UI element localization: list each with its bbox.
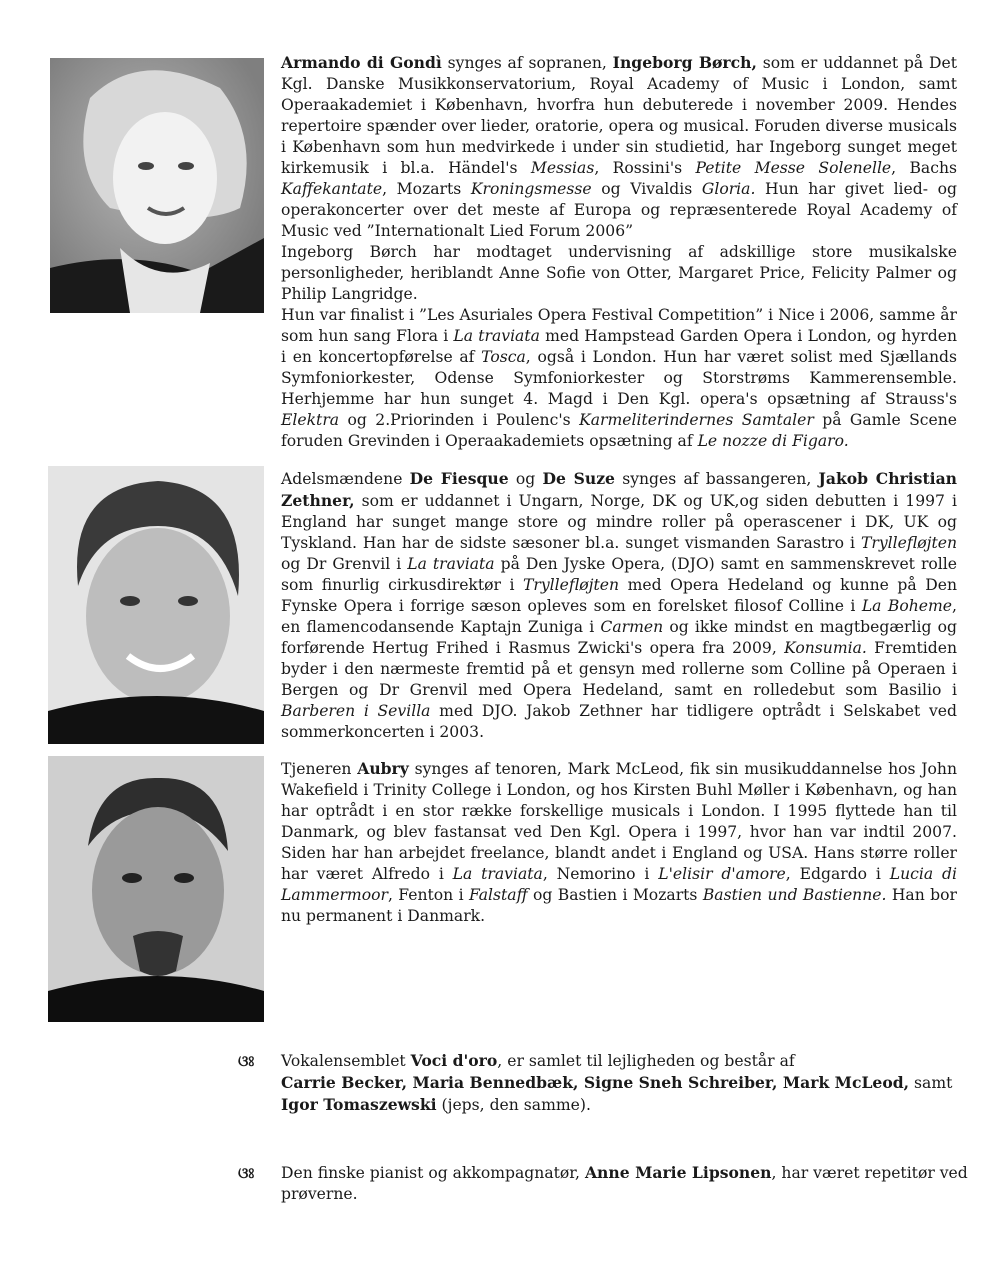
- photo-mark-mcleod: [48, 756, 264, 1022]
- work-title: L'elisir d'amore: [658, 865, 786, 883]
- work-title: Bastien und Bastienne.: [702, 886, 887, 904]
- text-span: som er uddannet i Ungarn, Norge, DK og UK,og siden debutten i 1997 i England har sunget mange store og mindre roller på operascener i DK, UK og Tyskland. Han har de sidste sæsoner bl.a. sunget vismanden Sarastro i: [281, 492, 957, 552]
- text-span: som er uddannet på Det Kgl. Danske Musikkonservatorium, Royal Academy of Music i London, samt Operaakademiet i København, hvorfra hun debuterede i november 2009. Hendes repertoire spænder over lieder, oratorie, opera og musical. Foruden diverse musicals i København som hun medvirkede i under sin studietid, har Ingeborg sunget meget kirkemusik i bl.a. Händel's: [281, 54, 957, 177]
- note-line: [281, 1050, 971, 1072]
- text-span: og Dr Grenvil i: [281, 555, 408, 573]
- text-span: Hun var finalist i ”Les Asuriales Opera Festival Competition” i Nice i 2006, samme år som hun sang Flora i: [281, 306, 958, 345]
- text-span: på Den Jyske Opera, (DJO) samt en sammenskrevet rolle som finurlig cirkusdirektør i: [281, 555, 957, 594]
- singer-name: Jakob Christian Zethner,: [281, 469, 958, 510]
- text-span: Fremtiden byder i den nærmeste fremtid på et gensyn med rollerne som Colline på Operaen i Bergen og Dr Grenvil med Opera Hedeland, samt en rolledebut som Basilio i: [281, 639, 957, 699]
- text-span: , har været repetitør ved prøverne.: [281, 1164, 968, 1203]
- text-span: Den finske pianist og akkompagnatør,: [281, 1164, 585, 1182]
- work-title: La traviata: [453, 327, 540, 345]
- text-span: Han bor nu permanent i Danmark.: [281, 886, 957, 925]
- text-span: , også i London. Hun har været solist med Sjællands Symfoniorkester, Odense Symfoniorkester og Storstrøms Kammerensemble. Herhjemme har hun sunget 4. Magd i Den Kgl. opera's opsætning af Strauss's: [281, 348, 957, 408]
- text-span: , er samlet til lejligheden og består af: [497, 1052, 795, 1070]
- work-title: Messias: [530, 159, 595, 177]
- text-span: Hun har givet lied- og operakoncerter over det meste af Europa og repræsenterede Royal Academy of Music ved ”Internationalt Lied Forum 2006”: [281, 180, 957, 240]
- note-line: [281, 1162, 971, 1205]
- singer-name: Ingeborg Børch,: [612, 53, 757, 72]
- text-span: , en flamencodansende Kaptajn Zuniga i: [281, 597, 957, 636]
- member-names: Carrie Becker, Maria Bennedbæk, Signe Sneh Schreiber, Mark McLeod,: [281, 1073, 910, 1092]
- bio-paragraph: [281, 468, 957, 743]
- work-title: Kaffekantate: [281, 180, 383, 198]
- text-span: , Nemorino i: [542, 865, 659, 883]
- work-title: Elektra: [281, 411, 340, 429]
- work-title: Falstaff: [468, 886, 528, 904]
- text-span: , Mozarts: [382, 180, 471, 198]
- text-span: Adelsmændene: [281, 470, 410, 488]
- text-span: og ikke mindst en magtbegærlig og forførende Hertug Frihed i Rasmus Zwicki's opera fra 2009,: [281, 618, 957, 657]
- ornament-icon: ଓଃ: [238, 1052, 253, 1070]
- text-span: synges af bassangeren,: [614, 470, 819, 488]
- work-title: Petite Messe Solenelle: [695, 159, 892, 177]
- photo-jakob-christian-zethner: [48, 466, 264, 744]
- text-span: på Gamle Scene foruden Grevinden i Operaakademiets opsætning af: [281, 411, 958, 450]
- text-span: Tjeneren: [281, 760, 358, 778]
- text-span: med DJO. Jakob Zethner har tidligere optrådt i Selskabet ved sommerkoncerten i 2003.: [281, 702, 958, 741]
- text-span: med Hampstead Garden Opera i London, og hyrden i en koncertopførelse af: [281, 327, 957, 366]
- text-span: og 2.Priorinden i Poulenc's: [339, 411, 580, 429]
- text-span: Vokalensemblet: [281, 1052, 411, 1070]
- work-title: La traviata: [452, 865, 543, 883]
- work-title: Carmen: [600, 618, 664, 636]
- text-span: (jeps, den samme).: [436, 1096, 591, 1114]
- work-title: Tosca: [481, 348, 526, 366]
- bio-paragraph-1: [281, 52, 957, 242]
- role-name: Armando di Gondì: [281, 53, 442, 72]
- work-title: Tryllefløjten: [860, 534, 957, 552]
- note-voci-doro: [281, 1050, 971, 1116]
- work-title: Tryllefløjten: [523, 576, 620, 594]
- text-span: synges af sopranen,: [441, 54, 613, 72]
- text-span: , Rossini's: [594, 159, 696, 177]
- text-span: synges af tenoren, Mark McLeod, fik sin musikuddannelse hos John Wakefield i Trinity College i London, og hos Kirsten Buhl Møller i København, og han har optrådt i en stor række forskellige musicals i London. I 1995 flyttede han til Danmark, og blev fastansat ved Den Kgl. Opera i 1997, hvor han var indtil 2007. Siden har han arbejdet freelance, blandt andet i England og USA. Hans større roller har været Alfredo i: [281, 760, 957, 883]
- work-title: Karmeliterindernes Samtaler: [579, 411, 814, 429]
- work-title: Konsumia.: [784, 639, 867, 657]
- text-span: og Bastien i Mozarts: [527, 886, 703, 904]
- text-span: , Fenton i: [387, 886, 469, 904]
- role-name: Aubry: [357, 759, 409, 778]
- bio-paragraph-2: Ingeborg Børch har modtaget undervisning af adskillige store musikalske personligheder, heriblandt Anne Sofie von Otter, Margaret Price, Felicity Palmer og Philip Langridge.: [281, 243, 957, 303]
- ensemble-name: Voci d'oro: [410, 1051, 498, 1070]
- text-span: med Opera Hedeland og kunne på Den Fynske Opera i forrige sæson opleves som en forelsket filosof Colline i: [281, 576, 957, 615]
- note-line: [281, 1094, 971, 1116]
- text-span: og Vivaldis: [591, 180, 702, 198]
- work-title: Kroningsmesse: [470, 180, 592, 198]
- work-title: La traviata: [407, 555, 495, 573]
- work-title: Le nozze di Figaro.: [697, 432, 849, 450]
- role-name: De Fiesque: [409, 469, 509, 488]
- work-title: Lucia di Lammermoor: [281, 865, 957, 904]
- bio-jakob-christian-zethner: [281, 468, 957, 743]
- work-title: Barberen i Sevilla: [281, 702, 431, 720]
- bio-mark-mcleod: [281, 758, 957, 927]
- role-name: De Suze: [542, 469, 615, 488]
- bio-paragraph-3: [281, 305, 957, 452]
- member-name: Igor Tomaszewski: [281, 1095, 437, 1114]
- work-title: Gloria.: [701, 180, 756, 198]
- bio-ingeborg-borch: [281, 52, 957, 452]
- photo-ingeborg-borch: [50, 58, 264, 313]
- work-title: La Boheme: [861, 597, 953, 615]
- bio-paragraph: [281, 758, 957, 927]
- text-span: og: [508, 470, 543, 488]
- pianist-name: Anne Marie Lipsonen: [584, 1163, 772, 1182]
- ornament-icon: ଓଃ: [238, 1164, 253, 1182]
- text-span: , Bachs: [891, 159, 958, 177]
- text-span: samt: [909, 1074, 953, 1092]
- text-span: , Edgardo i: [785, 865, 890, 883]
- note-pianist: [281, 1162, 971, 1205]
- note-line: [281, 1072, 971, 1094]
